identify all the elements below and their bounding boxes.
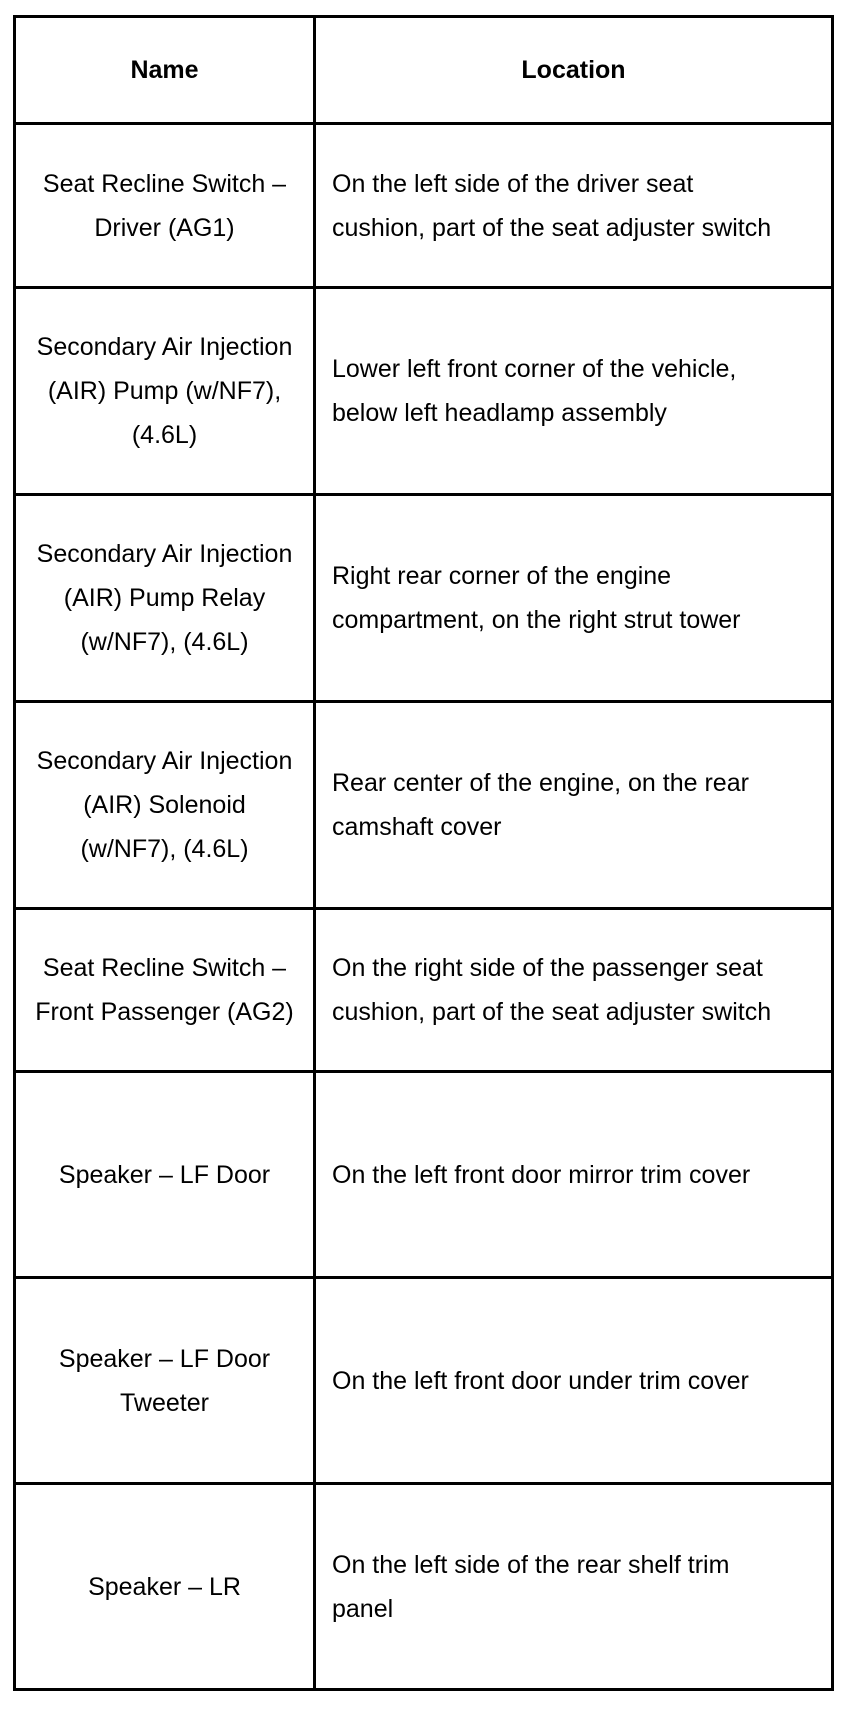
component-location-cell: On the left front door under trim cover [315, 1278, 833, 1484]
table-header-row [15, 17, 833, 124]
component-location-cell: On the right side of the passenger seat cushion, part of the seat adjuster switch [315, 909, 833, 1072]
location-column-header: Location [315, 17, 833, 124]
component-location-cell: On the left side of the driver seat cushion, part of the seat adjuster switch [315, 124, 833, 288]
table-row [15, 495, 833, 702]
table-row [15, 909, 833, 1072]
component-location-cell: Rear center of the engine, on the rear camshaft cover [315, 702, 833, 909]
component-location-cell: On the left side of the rear shelf trim panel [315, 1484, 833, 1690]
component-name-cell: Speaker – LR [15, 1484, 315, 1690]
component-location-cell: On the left front door mirror trim cover [315, 1072, 833, 1278]
table-row [15, 288, 833, 495]
component-name-cell: Secondary Air Injection (AIR) Pump (w/NF7), (4.6L) [15, 288, 315, 495]
table-row [15, 702, 833, 909]
component-name-cell: Seat Recline Switch – Driver (AG1) [15, 124, 315, 288]
component-name-cell: Secondary Air Injection (AIR) Solenoid (w/NF7), (4.6L) [15, 702, 315, 909]
table-row [15, 1278, 833, 1484]
table-row [15, 124, 833, 288]
name-column-header: Name [15, 17, 315, 124]
component-location-table [13, 15, 834, 1691]
table-row [15, 1072, 833, 1278]
component-name-cell: Seat Recline Switch – Front Passenger (AG2) [15, 909, 315, 1072]
component-location-cell: Lower left front corner of the vehicle, below left headlamp assembly [315, 288, 833, 495]
table-row [15, 1484, 833, 1690]
component-location-cell: Right rear corner of the engine compartment, on the right strut tower [315, 495, 833, 702]
component-name-cell: Secondary Air Injection (AIR) Pump Relay (w/NF7), (4.6L) [15, 495, 315, 702]
component-name-cell: Speaker – LF Door Tweeter [15, 1278, 315, 1484]
component-name-cell: Speaker – LF Door [15, 1072, 315, 1278]
